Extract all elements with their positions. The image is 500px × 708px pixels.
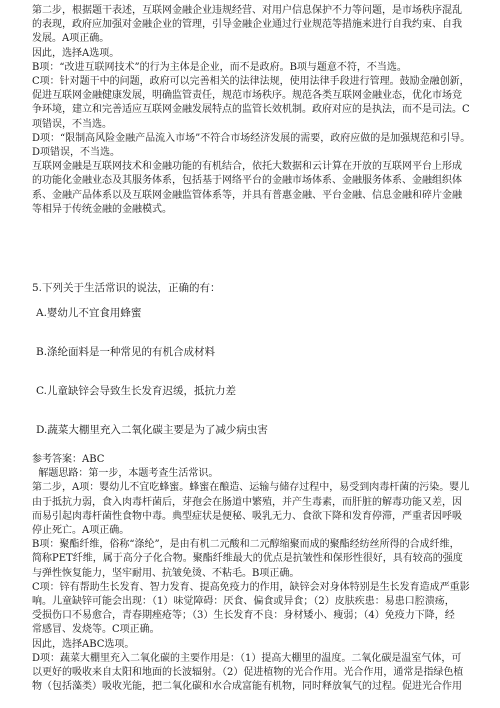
answer-line: 参考答案：ABC: [32, 454, 105, 465]
answer-line: 受损伤口不易愈合，青春期痤疮等；（3）生长发育不良：身材矮小、瘦弱；（4）免疫力下降，经: [32, 610, 455, 622]
answer-line: 停止死亡。A项正确。: [32, 525, 130, 537]
text-line: 的功能化金融业态及其服务体系，包括基于网络平台的金融市场体系、金融服务体系、金融组织体: [32, 175, 462, 187]
answer-line: 解题思路：第一步，本题考查生活常识。: [32, 468, 219, 480]
option-c: C.儿童缺锌会导致生长发育迟缓，抵抗力差: [36, 385, 236, 397]
text-line: C项：针对题干中的问题，政府可以完善相关的法律法规，使用法律手段进行管理。鼓励金融创新，: [32, 76, 470, 88]
answer-line: D项：蔬菜大棚里充入二氧化碳的主要作用是：（1）提高大棚里的温度。二氧化碳是温室气体，可: [32, 652, 462, 664]
option-d: D.蔬菜大棚里充入二氧化碳主要是为了减少病虫害: [36, 424, 268, 436]
answer-line: 以更好的吸收来自太阳和地面的长波辐射。（2）促进植物的光合作用。光合作用，通常是指绿色植: [32, 667, 464, 679]
answer-line: 由于抵抗力弱，食入肉毒杆菌后，芽孢会在肠道中繁殖，并产生毒素，而肝脏的解毒功能又差，因: [32, 496, 462, 508]
explanation-top: [32, 4, 478, 217]
text-line: 互联网金融是互联网技术和金融功能的有机结合，依托大数据和云计算在开放的互联网平台上形成: [32, 161, 462, 173]
text-line: 促进互联网金融健康发展，明确监管责任，规范市场秩序。规范各类互联网金融业态，优化市场竞: [32, 90, 462, 102]
answer-line: 响。儿童缺锌可能会出现：（1）味觉障碍：厌食、偏食或异食；（2）皮肤疾患：易患口腔溃疡，: [32, 596, 455, 608]
question-stem: 5.下列关于生活常识的说法，正确的有：: [32, 282, 221, 294]
option-b: B.涤纶面料是一种常见的有机合成材料: [36, 346, 216, 358]
answer-line: 物（包括藻类）吸收光能，把二氧化碳和水合成富能有机物，同时释放氧气的过程。促进光合作用: [32, 681, 462, 693]
answer-line: 第二步，A项：婴幼儿不宜吃蜂蜜。蜂蜜在酿造、运输与储存过程中，易受到肉毒杆菌的污染。婴儿: [32, 482, 470, 494]
answer-explanation: [32, 453, 478, 694]
answer-line: 常感冒、发烧等。C项正确。: [32, 624, 160, 636]
answer-line: 因此，选择ABC选项。: [32, 638, 135, 650]
answer-line: B项：聚酯纤维，俗称“涤纶”，是由有机二元酸和二元醇缩聚而成的聚酯经纺丝所得的合成纤维，: [32, 539, 460, 551]
text-line: D项错误，不当选。: [32, 147, 121, 159]
text-line: 项错误，不当选。: [32, 118, 112, 130]
answer-line: 与弹性恢复能力，坚牢耐用、抗皱免烫、不粘毛。B项正确。: [32, 567, 300, 579]
answer-line: 而易引起肉毒杆菌性食物中毒。典型症状是便秘、吸乳无力、食欲下降和发育停滞，严重者因呼吸: [32, 510, 462, 522]
text-line: 系、金融产品体系以及互联网金融监管体系等，并具有普惠金融、平台金融、信息金融和碎片金融: [32, 189, 462, 201]
text-line: 等相异于传统金融的金融模式。: [32, 203, 172, 215]
text-line: 的表现，政府应加强对金融企业的管理，引导金融企业通过行业规范等措施来进行自我约束、自我: [32, 19, 462, 31]
option-a: A.婴幼儿不宜食用蜂蜜: [36, 307, 142, 319]
answer-line: C项：锌有帮助生长发育、智力发育、提高免疫力的作用，缺锌会对身体特别是生长发育造成严重影: [32, 581, 470, 593]
text-line: D项：“限制高风险金融产品流入市场”不符合市场经济发展的需要，政府应做的是加强规范和引导。: [32, 132, 471, 144]
text-line: B项：“改进互联网技术”的行为主体是企业，而不是政府。B项与题意不符，不当选。: [32, 61, 407, 73]
text-line: 第二步，根据题干表述，互联网金融企业违规经营、对用户信息保护不力等问题，是市场秩序混乱: [32, 5, 462, 16]
answer-line: 简称PET纤维，属于高分子化合物。聚酯纤维最大的优点是抗皱性和保形性很好，具有较高的强度: [32, 553, 463, 565]
text-line: 因此，选择A选项。: [32, 47, 120, 59]
text-line: 争环境，建立和完善适应互联网金融发展特点的监管长效机制。政府对应的是执法，而不是司法。C: [32, 104, 470, 116]
text-line: 发展。A项正确。: [32, 33, 110, 45]
